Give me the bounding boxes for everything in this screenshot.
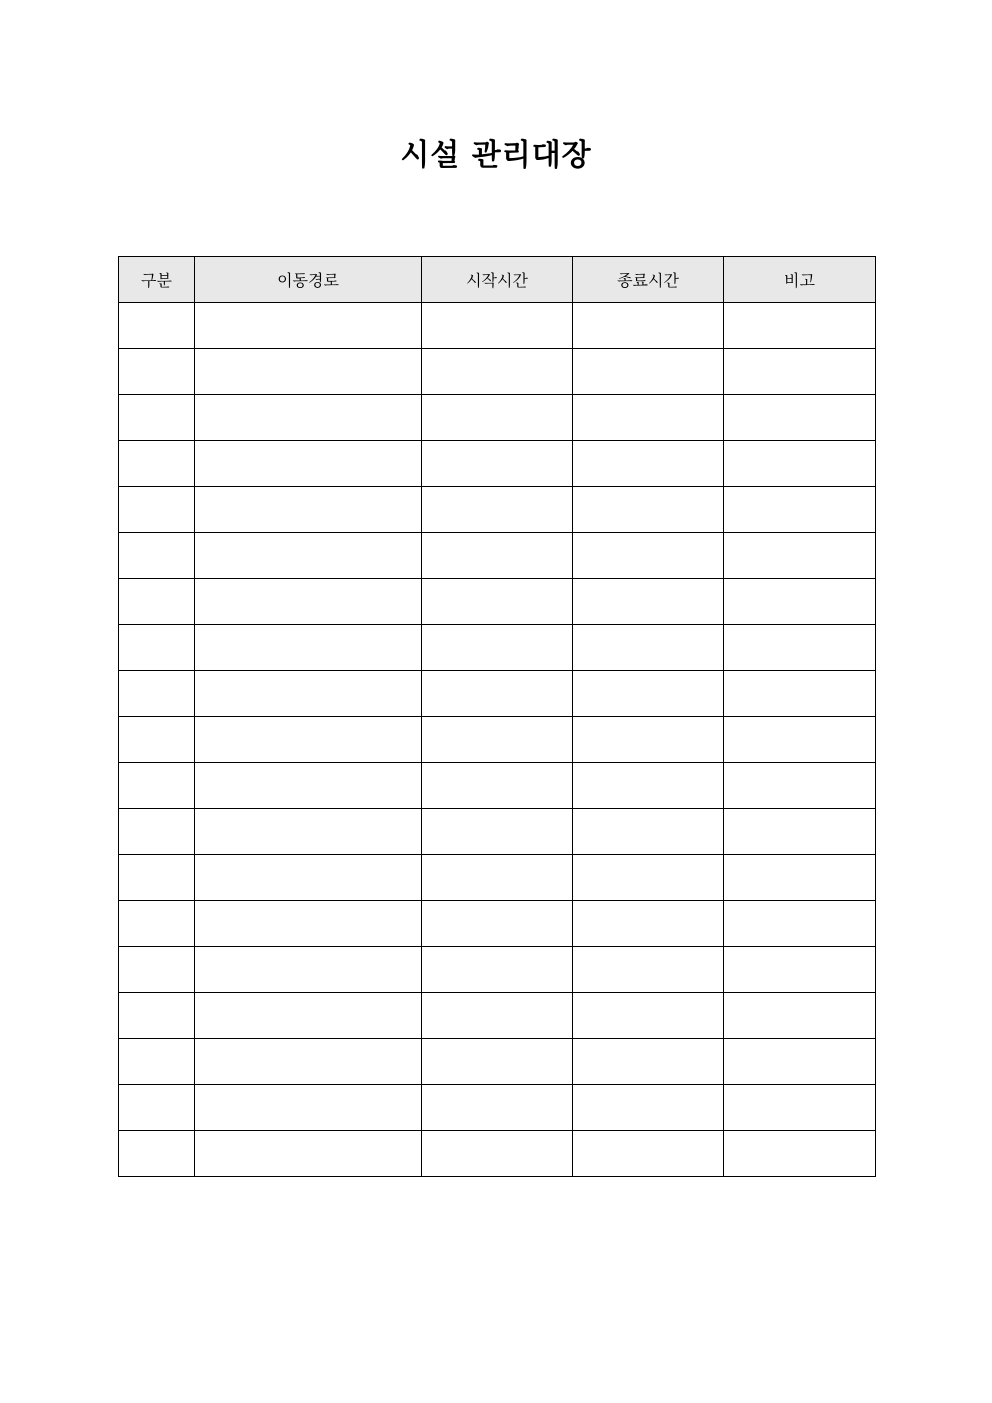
cell-start-time[interactable]: [422, 625, 573, 671]
cell-route[interactable]: [195, 763, 422, 809]
cell-start-time[interactable]: [422, 717, 573, 763]
cell-category[interactable]: [119, 441, 195, 487]
cell-remarks[interactable]: [724, 395, 876, 441]
cell-end-time[interactable]: [573, 625, 724, 671]
table-row: [119, 1085, 876, 1131]
cell-start-time[interactable]: [422, 763, 573, 809]
cell-category[interactable]: [119, 901, 195, 947]
cell-end-time[interactable]: [573, 579, 724, 625]
cell-remarks[interactable]: [724, 303, 876, 349]
column-header-remarks: 비고: [724, 257, 876, 303]
table-row: [119, 901, 876, 947]
cell-remarks[interactable]: [724, 1131, 876, 1177]
cell-category[interactable]: [119, 947, 195, 993]
cell-end-time[interactable]: [573, 349, 724, 395]
cell-route[interactable]: [195, 901, 422, 947]
cell-remarks[interactable]: [724, 717, 876, 763]
cell-end-time[interactable]: [573, 441, 724, 487]
table-row: [119, 395, 876, 441]
cell-start-time[interactable]: [422, 1085, 573, 1131]
cell-category[interactable]: [119, 303, 195, 349]
cell-end-time[interactable]: [573, 1131, 724, 1177]
cell-start-time[interactable]: [422, 993, 573, 1039]
table-row: [119, 1039, 876, 1085]
table-row: [119, 303, 876, 349]
cell-remarks[interactable]: [724, 1085, 876, 1131]
cell-category[interactable]: [119, 763, 195, 809]
cell-end-time[interactable]: [573, 855, 724, 901]
cell-category[interactable]: [119, 349, 195, 395]
table-row: [119, 625, 876, 671]
cell-route[interactable]: [195, 349, 422, 395]
table-row: [119, 487, 876, 533]
cell-route[interactable]: [195, 395, 422, 441]
cell-remarks[interactable]: [724, 993, 876, 1039]
cell-category[interactable]: [119, 1131, 195, 1177]
cell-category[interactable]: [119, 625, 195, 671]
cell-remarks[interactable]: [724, 441, 876, 487]
cell-remarks[interactable]: [724, 809, 876, 855]
cell-category[interactable]: [119, 395, 195, 441]
cell-category[interactable]: [119, 487, 195, 533]
cell-remarks[interactable]: [724, 763, 876, 809]
table-body: [119, 303, 876, 1177]
cell-end-time[interactable]: [573, 717, 724, 763]
cell-category[interactable]: [119, 671, 195, 717]
cell-start-time[interactable]: [422, 579, 573, 625]
cell-start-time[interactable]: [422, 947, 573, 993]
cell-end-time[interactable]: [573, 901, 724, 947]
cell-remarks[interactable]: [724, 855, 876, 901]
cell-route[interactable]: [195, 809, 422, 855]
cell-category[interactable]: [119, 717, 195, 763]
cell-start-time[interactable]: [422, 809, 573, 855]
table-row: [119, 533, 876, 579]
cell-route[interactable]: [195, 441, 422, 487]
table-row: [119, 1131, 876, 1177]
cell-route[interactable]: [195, 533, 422, 579]
cell-route[interactable]: [195, 855, 422, 901]
cell-start-time[interactable]: [422, 395, 573, 441]
cell-category[interactable]: [119, 809, 195, 855]
table-row: [119, 349, 876, 395]
cell-route[interactable]: [195, 579, 422, 625]
cell-end-time[interactable]: [573, 533, 724, 579]
cell-route[interactable]: [195, 947, 422, 993]
cell-start-time[interactable]: [422, 855, 573, 901]
cell-end-time[interactable]: [573, 1085, 724, 1131]
cell-route[interactable]: [195, 1085, 422, 1131]
cell-route[interactable]: [195, 1039, 422, 1085]
cell-end-time[interactable]: [573, 671, 724, 717]
ledger-table: [118, 256, 876, 1177]
table-row: [119, 579, 876, 625]
cell-end-time[interactable]: [573, 303, 724, 349]
cell-route[interactable]: [195, 993, 422, 1039]
column-header-start-time: 시작시간: [422, 257, 573, 303]
cell-category[interactable]: [119, 1085, 195, 1131]
cell-remarks[interactable]: [724, 533, 876, 579]
cell-remarks[interactable]: [724, 487, 876, 533]
cell-remarks[interactable]: [724, 349, 876, 395]
table-header-row: [119, 257, 876, 303]
cell-start-time[interactable]: [422, 671, 573, 717]
cell-route[interactable]: [195, 303, 422, 349]
cell-start-time[interactable]: [422, 533, 573, 579]
table-row: [119, 671, 876, 717]
cell-category[interactable]: [119, 855, 195, 901]
cell-remarks[interactable]: [724, 901, 876, 947]
column-header-route: 이동경로: [195, 257, 422, 303]
cell-category[interactable]: [119, 993, 195, 1039]
cell-end-time[interactable]: [573, 993, 724, 1039]
cell-start-time[interactable]: [422, 349, 573, 395]
cell-start-time[interactable]: [422, 1131, 573, 1177]
cell-start-time[interactable]: [422, 901, 573, 947]
column-header-category: 구분: [119, 257, 195, 303]
cell-end-time[interactable]: [573, 809, 724, 855]
cell-route[interactable]: [195, 1131, 422, 1177]
table-row: [119, 763, 876, 809]
table-row: [119, 717, 876, 763]
table-row: [119, 947, 876, 993]
cell-start-time[interactable]: [422, 1039, 573, 1085]
cell-start-time[interactable]: [422, 303, 573, 349]
cell-start-time[interactable]: [422, 441, 573, 487]
cell-remarks[interactable]: [724, 947, 876, 993]
cell-remarks[interactable]: [724, 579, 876, 625]
cell-category[interactable]: [119, 579, 195, 625]
cell-remarks[interactable]: [724, 625, 876, 671]
cell-end-time[interactable]: [573, 947, 724, 993]
cell-route[interactable]: [195, 717, 422, 763]
cell-route[interactable]: [195, 625, 422, 671]
cell-end-time[interactable]: [573, 763, 724, 809]
cell-route[interactable]: [195, 487, 422, 533]
cell-end-time[interactable]: [573, 1039, 724, 1085]
table-row: [119, 441, 876, 487]
cell-category[interactable]: [119, 1039, 195, 1085]
cell-route[interactable]: [195, 671, 422, 717]
table-row: [119, 855, 876, 901]
table-row: [119, 993, 876, 1039]
cell-remarks[interactable]: [724, 671, 876, 717]
page-title: 시설 관리대장: [400, 138, 592, 173]
cell-end-time[interactable]: [573, 395, 724, 441]
cell-start-time[interactable]: [422, 487, 573, 533]
cell-end-time[interactable]: [573, 487, 724, 533]
table-row: [119, 809, 876, 855]
column-header-end-time: 종료시간: [573, 257, 724, 303]
cell-remarks[interactable]: [724, 1039, 876, 1085]
cell-category[interactable]: [119, 533, 195, 579]
